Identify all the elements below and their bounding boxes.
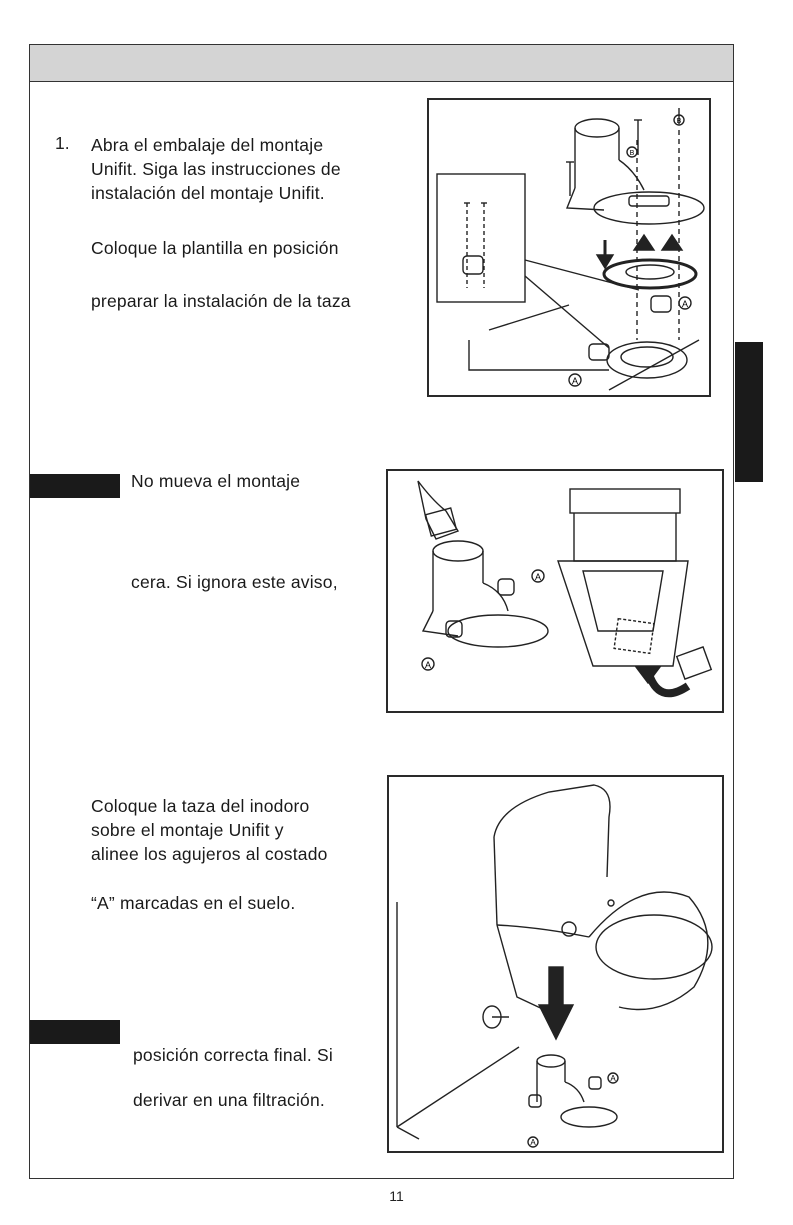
caution1-line-1: No mueva el montaje	[131, 471, 301, 491]
step-number: 1.	[55, 133, 70, 153]
label-a-text-6: A	[530, 1138, 536, 1147]
caution-label-bar-2	[30, 1020, 120, 1044]
label-a-text-2: A	[571, 376, 579, 386]
step3-line-4: “A” marcadas en el suelo.	[91, 893, 296, 913]
bowl-placement-illustration	[389, 777, 722, 1151]
section-header-bar	[30, 45, 733, 82]
step1-line-2: Unifit. Siga las instrucciones de	[91, 159, 341, 179]
inset-box	[437, 174, 525, 302]
figure-unifit-template	[427, 98, 711, 397]
label-b-text-1: B	[629, 150, 635, 157]
label-a-text-1: A	[681, 299, 689, 309]
label-b-text-2: B	[676, 118, 682, 125]
label-a-text-3: A	[534, 572, 542, 582]
step3-line-2: sobre el montaje Unifit y	[91, 820, 284, 840]
step1-line-1: Abra el embalaje del montaje	[91, 135, 324, 155]
step1-line-4: Coloque la plantilla en posición	[91, 238, 339, 258]
figure-bowl-placement	[387, 775, 724, 1153]
caution2-line-1: posición correcta final. Si	[133, 1045, 333, 1065]
step3-line-3: alinee los agujeros al costado	[91, 844, 328, 864]
step3-line-1: Coloque la taza del inodoro	[91, 796, 310, 816]
wax-removal-illustration	[388, 471, 722, 711]
label-a-text-5: A	[610, 1074, 616, 1083]
step1-line-3: instalación del montaje Unifit.	[91, 183, 325, 203]
section-side-tab	[735, 342, 763, 482]
page-number: 11	[389, 1188, 404, 1204]
label-a-text-4: A	[424, 660, 432, 670]
caution2-line-2: derivar en una filtración.	[133, 1090, 325, 1110]
figure-wax-removal	[386, 469, 724, 713]
unifit-template-illustration	[429, 100, 709, 395]
step1-line-5: preparar la instalación de la taza	[91, 291, 351, 311]
caution-label-bar	[30, 474, 120, 498]
caution1-line-2: cera. Si ignora este aviso,	[131, 572, 338, 592]
